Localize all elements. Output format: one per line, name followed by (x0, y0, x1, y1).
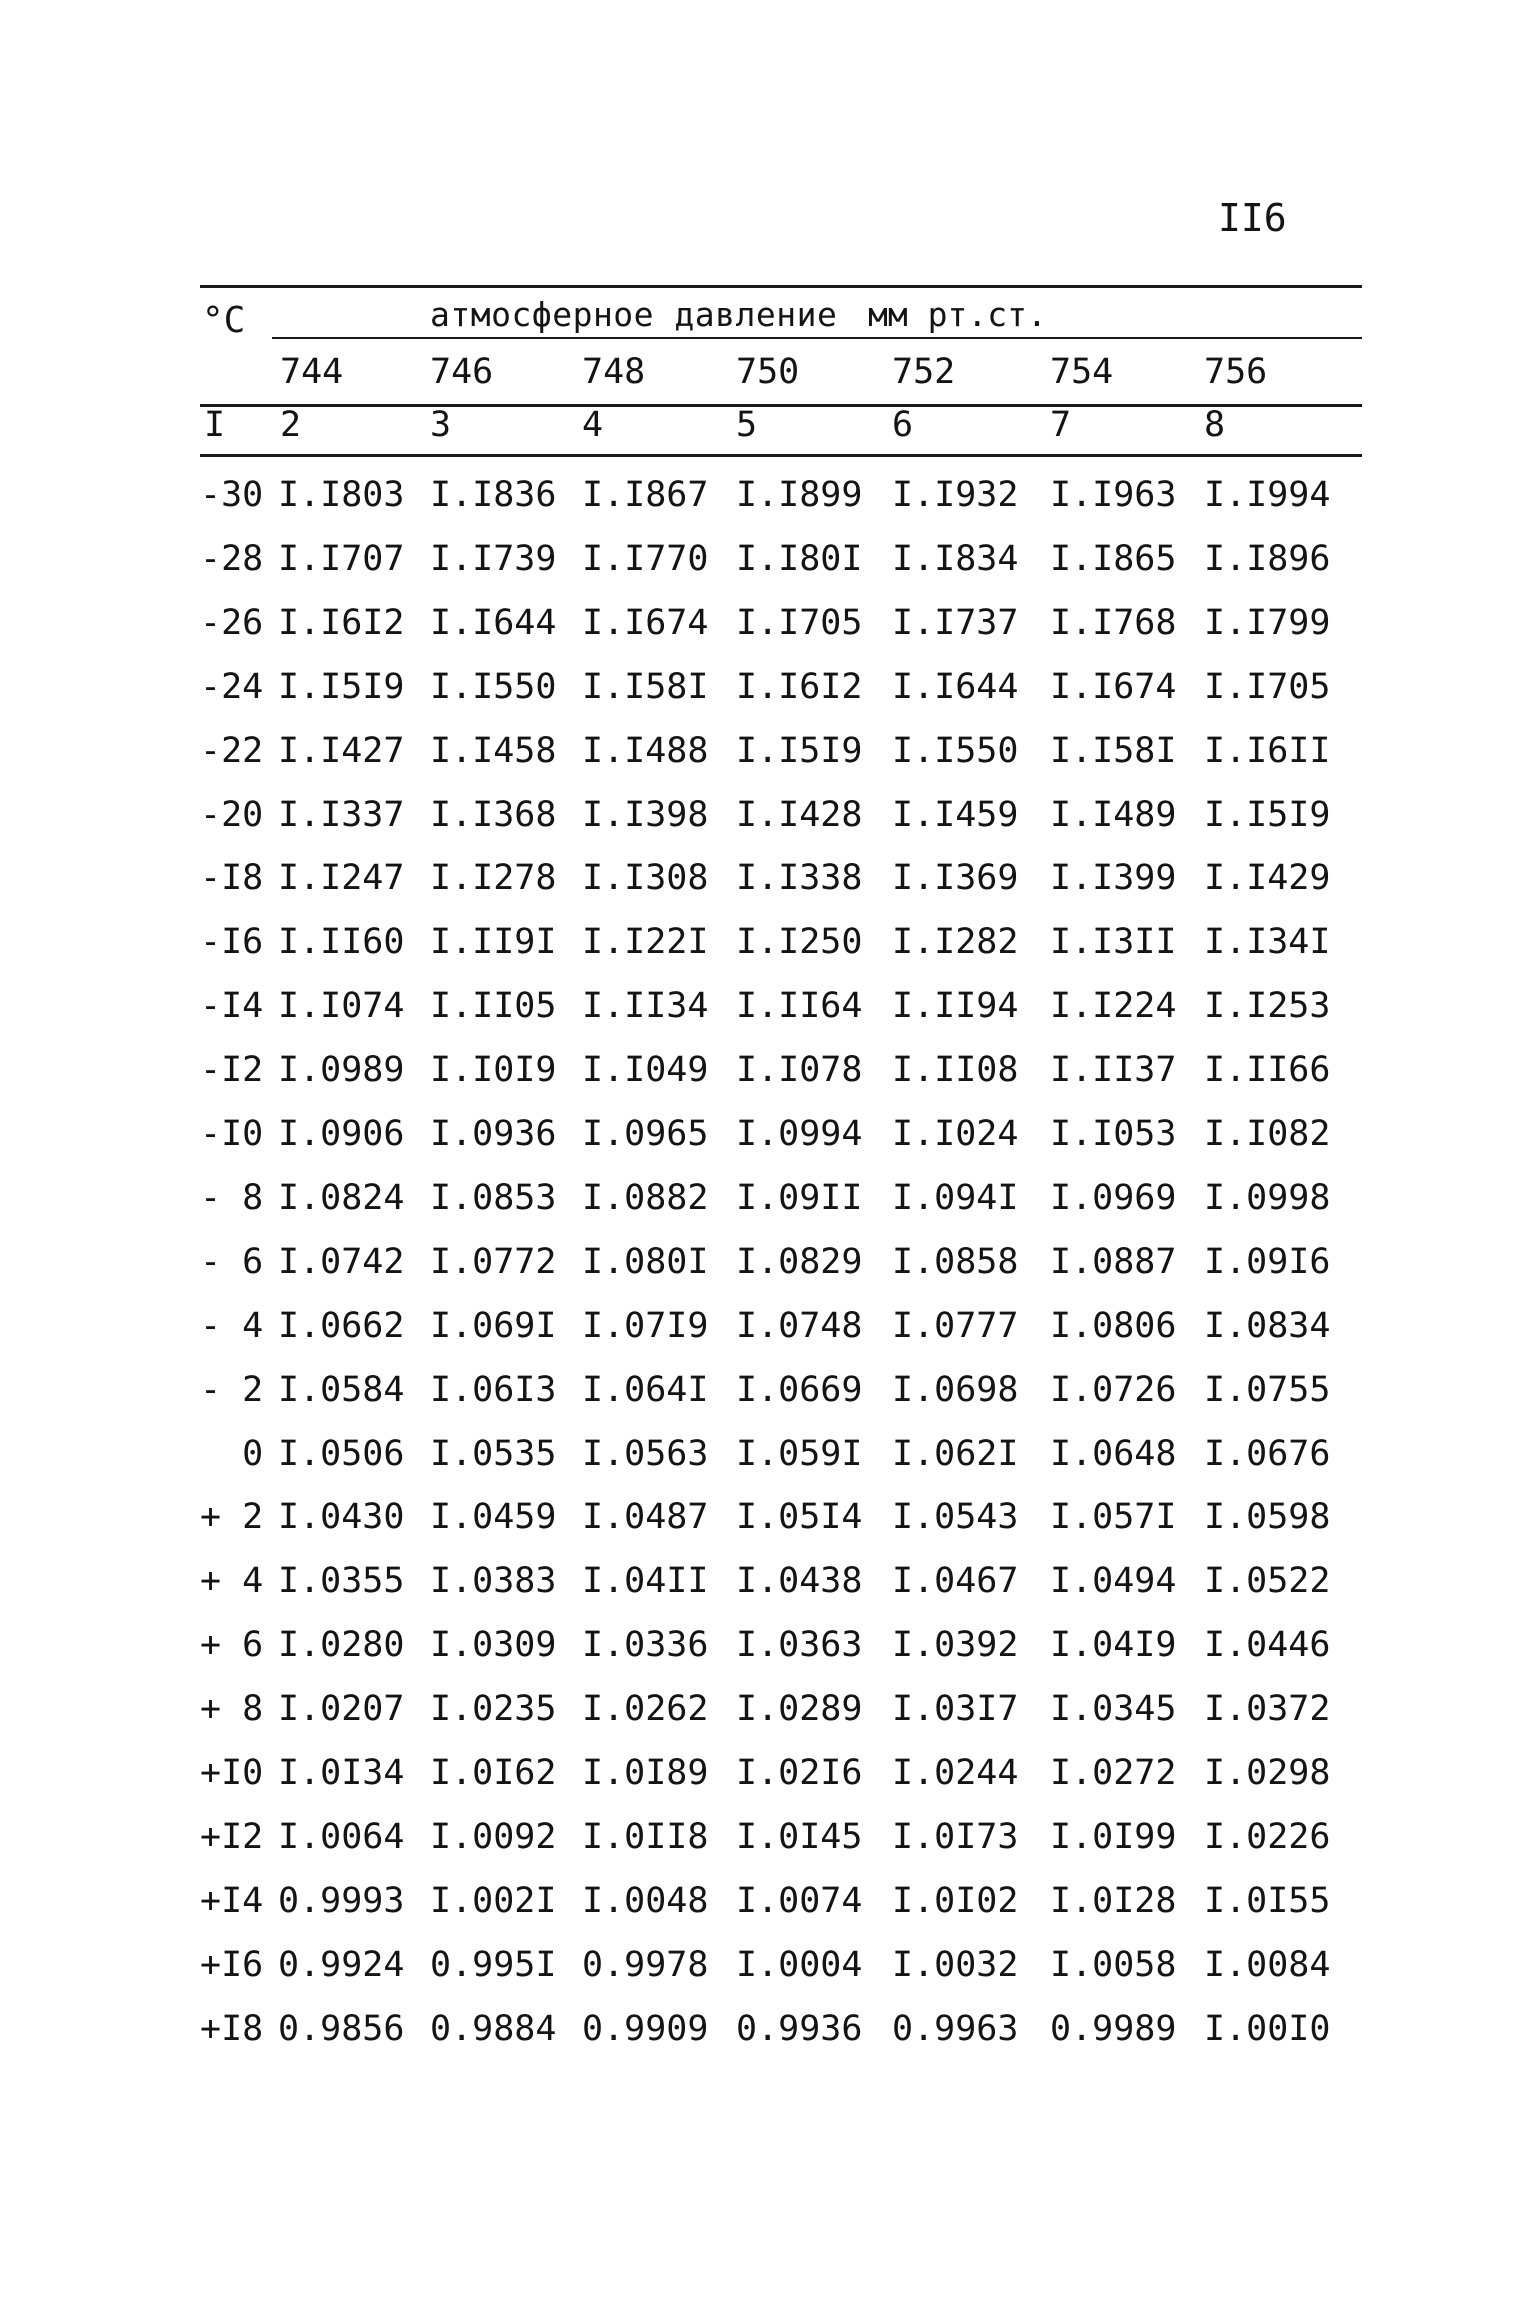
coefficient-cell: I.I22I (582, 922, 709, 962)
coefficient-cell: I.II34 (582, 986, 709, 1026)
coefficient-cell: I.I705 (1204, 667, 1331, 707)
temperature-cell: + 6 (200, 1625, 264, 1665)
coefficient-cell: I.0998 (1204, 1178, 1331, 1218)
coefficient-cell: I.I550 (892, 731, 1019, 771)
coefficient-cell: I.094I (892, 1178, 1019, 1218)
coefficient-cell: I.0522 (1204, 1561, 1331, 1601)
coefficient-cell: I.II64 (736, 986, 863, 1026)
coefficient-cell: I.I489 (1050, 795, 1177, 835)
coefficient-cell: I.0336 (582, 1625, 709, 1665)
coefficient-cell: 0.9989 (1050, 2009, 1177, 2049)
temperature-cell: + 2 (200, 1497, 264, 1537)
coefficient-cell: I.04I9 (1050, 1625, 1177, 1665)
coefficient-cell: I.0430 (278, 1497, 405, 1537)
coefficient-cell: I.0467 (892, 1561, 1019, 1601)
coefficient-cell: I.064I (582, 1370, 709, 1410)
coefficient-cell: I.0092 (430, 1817, 557, 1857)
coefficient-cell: I.0345 (1050, 1689, 1177, 1729)
coefficient-cell: I.I34I (1204, 922, 1331, 962)
coefficient-cell: 0.9993 (278, 1881, 405, 1921)
coefficient-cell: I.07I9 (582, 1306, 709, 1346)
coefficient-cell: I.0834 (1204, 1306, 1331, 1346)
coefficient-cell: I.I739 (430, 539, 557, 579)
coefficient-cell: I.II08 (892, 1050, 1019, 1090)
coefficient-cell: I.I867 (582, 475, 709, 515)
temperature-cell: +I6 (200, 1945, 264, 1985)
coefficient-cell: I.I770 (582, 539, 709, 579)
coefficient-cell: I.0I99 (1050, 1817, 1177, 1857)
coefficient-cell: I.I799 (1204, 603, 1331, 643)
coefficient-cell: I.0I45 (736, 1817, 863, 1857)
coefficient-cell: 0.9884 (430, 2009, 557, 2049)
temperature-cell: +I2 (200, 1817, 264, 1857)
temperature-cell: +I8 (200, 2009, 264, 2049)
coefficient-cell: I.0032 (892, 1945, 1019, 1985)
coefficient-cell: I.0829 (736, 1242, 863, 1282)
coefficient-cell: I.II66 (1204, 1050, 1331, 1090)
coefficient-cell: I.00I0 (1204, 2009, 1331, 2049)
coefficient-cell: I.I834 (892, 539, 1019, 579)
pressure-caption: атмосферное давление (430, 295, 838, 334)
coefficient-cell: I.0II8 (582, 1817, 709, 1857)
coefficient-cell: I.I768 (1050, 603, 1177, 643)
pressure-rule (200, 404, 1362, 407)
coefficient-cell: I.0853 (430, 1178, 557, 1218)
pressure-748: 748 (582, 352, 646, 392)
coefficient-cell: 0.9978 (582, 1945, 709, 1985)
coefficient-cell: I.I458 (430, 731, 557, 771)
coefficient-cell: I.I427 (278, 731, 405, 771)
coefficient-cell: I.I836 (430, 475, 557, 515)
coefficient-cell: I.II9I (430, 922, 557, 962)
coefficient-cell: I.I282 (892, 922, 1019, 962)
temperature-cell: -I0 (200, 1114, 264, 1154)
temperature-cell: -22 (200, 731, 264, 771)
coefficient-cell: 0.9924 (278, 1945, 405, 1985)
coefficient-cell: I.09II (736, 1178, 863, 1218)
coefficient-cell: I.I550 (430, 667, 557, 707)
coefficient-cell: I.I644 (430, 603, 557, 643)
column-number-7: 7 (1050, 405, 1072, 445)
temperature-cell: -I8 (200, 858, 264, 898)
temperature-cell: 0 (200, 1434, 264, 1474)
coefficient-cell: I.0262 (582, 1689, 709, 1729)
coefficient-cell: I.0726 (1050, 1370, 1177, 1410)
coefficient-cell: I.I6I2 (278, 603, 405, 643)
coefficient-cell: I.04II (582, 1561, 709, 1601)
coefficient-cell: I.0563 (582, 1434, 709, 1474)
coefficient-cell: I.I074 (278, 986, 405, 1026)
coefficient-cell: I.0298 (1204, 1753, 1331, 1793)
coefficient-cell: 0.9936 (736, 2009, 863, 2049)
coefficient-cell: I.0824 (278, 1178, 405, 1218)
coefficient-cell: I.I674 (582, 603, 709, 643)
coefficient-cell: I.0084 (1204, 1945, 1331, 1985)
coefficient-cell: I.0777 (892, 1306, 1019, 1346)
coefficient-cell: I.0506 (278, 1434, 405, 1474)
coefficient-cell: I.0742 (278, 1242, 405, 1282)
temperature-cell: + 8 (200, 1689, 264, 1729)
coefficient-cell: I.I994 (1204, 475, 1331, 515)
pressure-750: 750 (736, 352, 800, 392)
coefficient-cell: I.I5I9 (278, 667, 405, 707)
column-number-3: 3 (430, 405, 452, 445)
coefficient-cell: I.I707 (278, 539, 405, 579)
coefficient-cell: I.I932 (892, 475, 1019, 515)
coefficient-cell: I.0887 (1050, 1242, 1177, 1282)
coefficient-cell: I.I429 (1204, 858, 1331, 898)
temperature-cell: -I2 (200, 1050, 264, 1090)
coefficient-cell: I.0I89 (582, 1753, 709, 1793)
coefficient-cell: I.0I62 (430, 1753, 557, 1793)
coefficient-cell: 0.9963 (892, 2009, 1019, 2049)
coefficient-cell: I.I053 (1050, 1114, 1177, 1154)
coefficient-cell: I.0048 (582, 1881, 709, 1921)
coefficient-cell: I.0806 (1050, 1306, 1177, 1346)
coefficient-cell: I.I737 (892, 603, 1019, 643)
coefficient-cell: I.II94 (892, 986, 1019, 1026)
coefficient-cell: I.0392 (892, 1625, 1019, 1665)
coefficient-cell: I.I644 (892, 667, 1019, 707)
coefficient-cell: I.02I6 (736, 1753, 863, 1793)
coefficient-cell: I.06I3 (430, 1370, 557, 1410)
coefficient-cell: I.I6I2 (736, 667, 863, 707)
coefficient-cell: I.0662 (278, 1306, 405, 1346)
coefficient-cell: I.I865 (1050, 539, 1177, 579)
coefficient-cell: I.0244 (892, 1753, 1019, 1793)
column-number-4: 4 (582, 405, 604, 445)
coefficient-cell: I.0459 (430, 1497, 557, 1537)
coefficient-cell: I.05I4 (736, 1497, 863, 1537)
coefficient-cell: I.0207 (278, 1689, 405, 1729)
coefficient-cell: I.I58I (582, 667, 709, 707)
coefficient-cell: I.0064 (278, 1817, 405, 1857)
coefficient-cell: I.080I (582, 1242, 709, 1282)
coefficient-cell: I.I963 (1050, 475, 1177, 515)
coefficient-cell: I.I674 (1050, 667, 1177, 707)
coefficient-cell: I.0906 (278, 1114, 405, 1154)
coefficient-cell: I.0I02 (892, 1881, 1019, 1921)
coefficient-cell: I.0235 (430, 1689, 557, 1729)
coefficient-cell: I.0755 (1204, 1370, 1331, 1410)
coefficient-cell: I.I5I9 (1204, 795, 1331, 835)
coefficient-cell: I.0309 (430, 1625, 557, 1665)
coefficient-cell: I.062I (892, 1434, 1019, 1474)
column-number-1: I (204, 405, 226, 445)
degree-label: °C (202, 300, 246, 341)
caption-rule (272, 337, 1362, 339)
coefficient-cell: I.I488 (582, 731, 709, 771)
coefficient-cell: I.I3II (1050, 922, 1177, 962)
coefficient-cell: I.I338 (736, 858, 863, 898)
coefficient-cell: I.I0I9 (430, 1050, 557, 1090)
coefficient-cell: I.I899 (736, 475, 863, 515)
temperature-cell: - 8 (200, 1178, 264, 1218)
coefficient-cell: I.0584 (278, 1370, 405, 1410)
pressure-752: 752 (892, 352, 956, 392)
pressure-unit: мм рт.ст. (868, 295, 1047, 334)
coefficient-cell: I.0289 (736, 1689, 863, 1729)
temperature-cell: -30 (200, 475, 264, 515)
coefficient-cell: I.I58I (1050, 731, 1177, 771)
coefficient-cell: I.I803 (278, 475, 405, 515)
temperature-cell: -20 (200, 795, 264, 835)
coefficient-cell: I.0936 (430, 1114, 557, 1154)
coefficient-cell: I.0004 (736, 1945, 863, 1985)
coefficient-cell: I.II37 (1050, 1050, 1177, 1090)
coefficient-cell: I.0487 (582, 1497, 709, 1537)
coefficient-cell: I.057I (1050, 1497, 1177, 1537)
pressure-746: 746 (430, 352, 494, 392)
coefficient-cell: I.I705 (736, 603, 863, 643)
coefficient-cell: 0.9909 (582, 2009, 709, 2049)
coefficient-cell: I.0748 (736, 1306, 863, 1346)
coefficient-cell: I.I5I9 (736, 731, 863, 771)
pressure-756: 756 (1204, 352, 1268, 392)
coefficient-cell: I.I247 (278, 858, 405, 898)
coefficient-cell: I.0I28 (1050, 1881, 1177, 1921)
coefficient-cell: I.I049 (582, 1050, 709, 1090)
coefficient-cell: I.0I34 (278, 1753, 405, 1793)
coefficient-cell: I.0226 (1204, 1817, 1331, 1857)
column-number-5: 5 (736, 405, 758, 445)
coefficient-cell: I.II05 (430, 986, 557, 1026)
coefficient-cell: I.0669 (736, 1370, 863, 1410)
coefficient-cell: I.0363 (736, 1625, 863, 1665)
coefficient-cell: I.0058 (1050, 1945, 1177, 1985)
temperature-cell: -I6 (200, 922, 264, 962)
coefficient-cell: I.I278 (430, 858, 557, 898)
coefficient-cell: I.0648 (1050, 1434, 1177, 1474)
coefficient-cell: 0.9856 (278, 2009, 405, 2049)
header-bottom-rule (200, 454, 1362, 457)
coefficient-cell: I.II60 (278, 922, 405, 962)
temperature-cell: + 4 (200, 1561, 264, 1601)
coefficient-cell: I.I308 (582, 858, 709, 898)
coefficient-cell: I.0989 (278, 1050, 405, 1090)
temperature-cell: -26 (200, 603, 264, 643)
table-top-rule (200, 285, 1362, 288)
coefficient-cell: I.I428 (736, 795, 863, 835)
coefficient-cell: I.03I7 (892, 1689, 1019, 1729)
temperature-cell: -I4 (200, 986, 264, 1026)
coefficient-cell: I.0858 (892, 1242, 1019, 1282)
coefficient-cell: I.0494 (1050, 1561, 1177, 1601)
coefficient-cell: I.0772 (430, 1242, 557, 1282)
coefficient-cell: I.0965 (582, 1114, 709, 1154)
temperature-cell: - 6 (200, 1242, 264, 1282)
pressure-744: 744 (280, 352, 344, 392)
temperature-cell: - 2 (200, 1370, 264, 1410)
coefficient-cell: I.0I55 (1204, 1881, 1331, 1921)
coefficient-cell: I.I6II (1204, 731, 1331, 771)
coefficient-cell: I.0882 (582, 1178, 709, 1218)
coefficient-cell: I.0372 (1204, 1689, 1331, 1729)
pressure-754: 754 (1050, 352, 1114, 392)
coefficient-cell: I.I369 (892, 858, 1019, 898)
coefficient-cell: I.I337 (278, 795, 405, 835)
coefficient-cell: I.0438 (736, 1561, 863, 1601)
coefficient-cell: I.069I (430, 1306, 557, 1346)
coefficient-cell: I.0355 (278, 1561, 405, 1601)
coefficient-cell: I.0969 (1050, 1178, 1177, 1218)
coefficient-cell: I.I253 (1204, 986, 1331, 1026)
coefficient-cell: I.I250 (736, 922, 863, 962)
coefficient-cell: I.0543 (892, 1497, 1019, 1537)
coefficient-cell: I.0446 (1204, 1625, 1331, 1665)
column-number-6: 6 (892, 405, 914, 445)
coefficient-cell: I.I024 (892, 1114, 1019, 1154)
coefficient-cell: I.0698 (892, 1370, 1019, 1410)
coefficient-cell: I.I224 (1050, 986, 1177, 1026)
coefficient-cell: I.I896 (1204, 539, 1331, 579)
coefficient-cell: I.002I (430, 1881, 557, 1921)
coefficient-cell: I.0280 (278, 1625, 405, 1665)
coefficient-cell: I.09I6 (1204, 1242, 1331, 1282)
temperature-cell: -24 (200, 667, 264, 707)
coefficient-cell: I.I078 (736, 1050, 863, 1090)
coefficient-cell: I.I399 (1050, 858, 1177, 898)
coefficient-cell: I.I459 (892, 795, 1019, 835)
coefficient-cell: I.0074 (736, 1881, 863, 1921)
coefficient-cell: I.0535 (430, 1434, 557, 1474)
coefficient-cell: I.I80I (736, 539, 863, 579)
column-number-8: 8 (1204, 405, 1226, 445)
coefficient-cell: I.0994 (736, 1114, 863, 1154)
coefficient-cell: I.0272 (1050, 1753, 1177, 1793)
temperature-cell: +I4 (200, 1881, 264, 1921)
page-number: II6 (1218, 196, 1287, 240)
temperature-cell: -28 (200, 539, 264, 579)
coefficient-cell: I.0I73 (892, 1817, 1019, 1857)
temperature-cell: +I0 (200, 1753, 264, 1793)
temperature-cell: - 4 (200, 1306, 264, 1346)
coefficient-cell: 0.995I (430, 1945, 557, 1985)
coefficient-cell: I.0676 (1204, 1434, 1331, 1474)
coefficient-cell: I.0383 (430, 1561, 557, 1601)
coefficient-cell: I.059I (736, 1434, 863, 1474)
coefficient-cell: I.0598 (1204, 1497, 1331, 1537)
coefficient-cell: I.I368 (430, 795, 557, 835)
coefficient-cell: I.I398 (582, 795, 709, 835)
column-number-2: 2 (280, 405, 302, 445)
coefficient-cell: I.I082 (1204, 1114, 1331, 1154)
